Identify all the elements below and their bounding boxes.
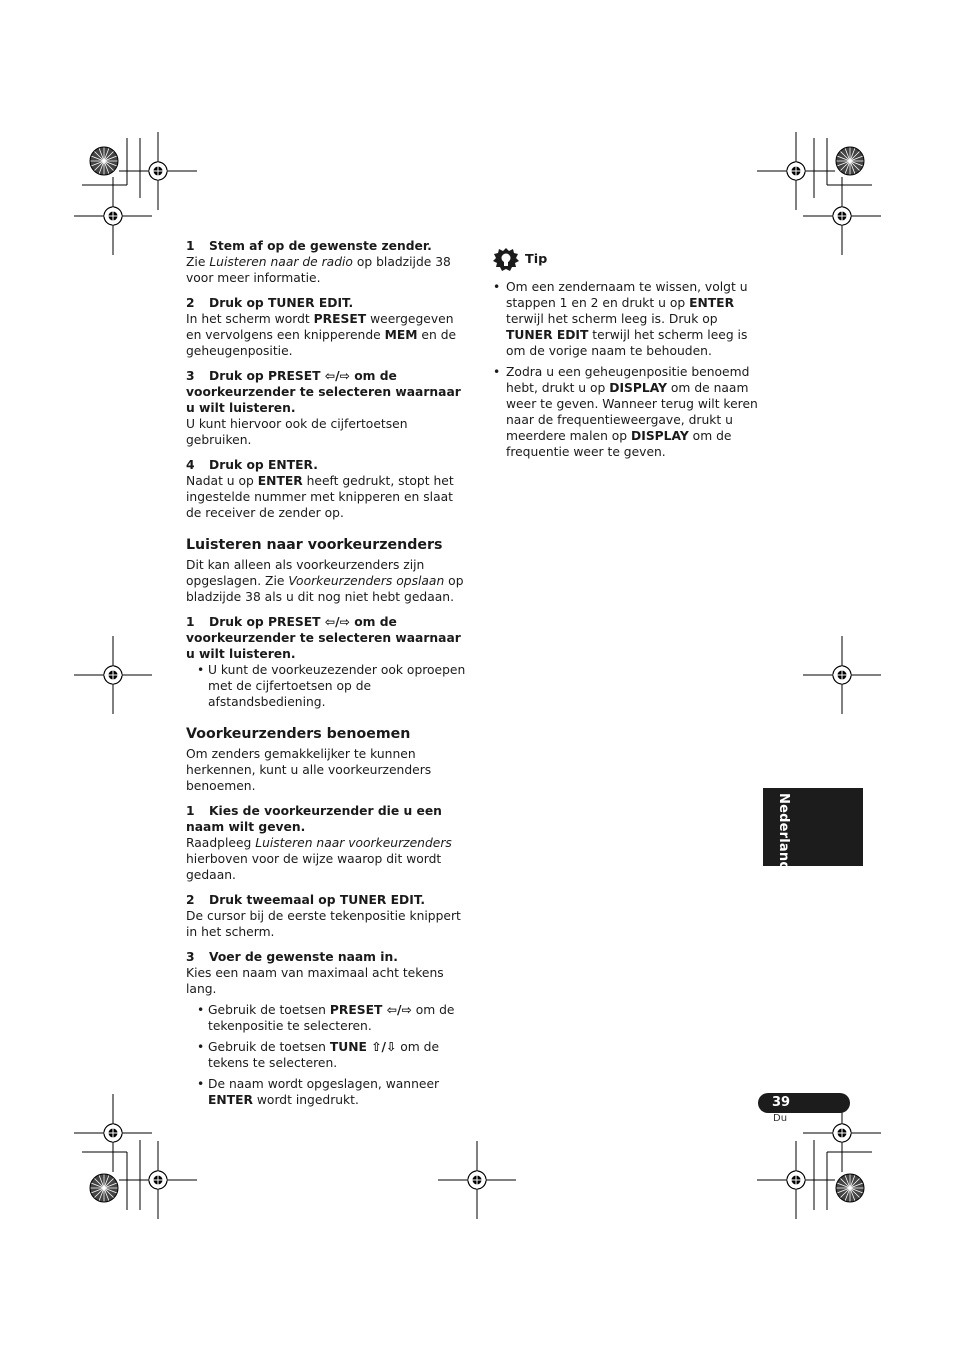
- cross-reference: Luisteren naar voorkeurzenders: [255, 836, 452, 850]
- crosshair-right-upper: [803, 177, 881, 255]
- step-body: In het scherm wordt PRESET weergegeven en vervolgens een knipperende MEM en de geheugenpositie.: [186, 312, 457, 358]
- step-heading: 4 Druk op ENTER.: [186, 458, 318, 472]
- language-tab-label: Nederlands: [776, 793, 791, 879]
- crosshair-bottom-right: [757, 1141, 835, 1219]
- section-intro: Om zenders gemakkelijker te kunnen herkennen, kunt u alle voorkeurzenders benoemen.: [186, 747, 432, 793]
- crosshair-right-middle: [803, 636, 881, 714]
- step-heading: 2 Druk op TUNER EDIT.: [186, 296, 354, 310]
- step-body: Raadpleeg Luisteren naar voorkeurzenders hierboven voor de wijze waarop dit wordt gedaan.: [186, 836, 452, 882]
- step-heading: 1 Druk op PRESET ⇦/⇨ om de voorkeurzender te selecteren waarnaar u wilt luisteren.: [186, 615, 461, 661]
- step-heading: 3 Voer de gewenste naam in.: [186, 950, 398, 964]
- tip-bullet: • Om een zendernaam te wissen, volgt u stappen 1 en 2 en drukt u op ENTER terwijl het scherm leeg is. Druk op TUNER EDIT terwijl het scherm leeg is om de vorige naam te behouden.: [493, 279, 765, 359]
- step-heading: 1 Kies de voorkeurzender die u een naam wilt geven.: [186, 804, 442, 834]
- step-body: Kies een naam van maximaal acht tekens lang.: [186, 966, 444, 996]
- page-number: 39: [772, 1095, 791, 1110]
- crosshair-bottom-center: [438, 1141, 516, 1219]
- step-body: Nadat u op ENTER heeft gedrukt, stopt het ingestelde nummer met knipperen en slaat de receiver de zender op.: [186, 474, 454, 520]
- bullet-item: • Gebruik de toetsen TUNE ⇧/⇩ om de tekens te selecteren.: [186, 1039, 468, 1071]
- star-target-bottom-left: [90, 1174, 118, 1202]
- step-heading: 2 Druk tweemaal op TUNER EDIT.: [186, 893, 426, 907]
- tip-bullet: • Zodra u een geheugenpositie benoemd hebt, drukt u op DISPLAY om de naam weer te geven. Wanneer terug wilt keren naar de frequentieweergave, drukt u meerdere malen op DISPLAY om de frequentie weer te geven.: [493, 364, 765, 460]
- lightbulb-icon: [493, 248, 519, 272]
- bullet-item: • U kunt de voorkeuzezender ook oproepen met de cijfertoetsen op de afstandsbediening.: [186, 662, 468, 710]
- left-column: [186, 238, 468, 1108]
- step-body: Zie Luisteren naar de radio op bladzijde 38 voor meer informatie.: [186, 255, 451, 285]
- crosshair-bottom-left: [119, 1141, 197, 1219]
- star-target-top-left: [90, 147, 118, 175]
- cross-reference: Luisteren naar de radio: [209, 255, 353, 269]
- step-heading: 3 Druk op PRESET ⇦/⇨ om de voorkeurzender te selecteren waarnaar u wilt luisteren.: [186, 369, 461, 415]
- crosshair-top-right: [757, 132, 835, 210]
- section-intro: Dit kan alleen als voorkeurzenders zijn opgeslagen. Zie Voorkeurzenders opslaan op bladzijde 38 als u dit nog niet hebt gedaan.: [186, 558, 464, 604]
- step-body: U kunt hiervoor ook de cijfertoetsen gebruiken.: [186, 417, 408, 447]
- tip-heading: Tip: [493, 248, 765, 272]
- star-target-bottom-right: [836, 1174, 864, 1202]
- bullet-item: • De naam wordt opgeslagen, wanneer ENTER wordt ingedrukt.: [186, 1076, 468, 1108]
- crosshair-left-middle: [74, 636, 152, 714]
- cross-reference: Voorkeurzenders opslaan: [288, 574, 445, 588]
- bullet-item: • Gebruik de toetsen PRESET ⇦/⇨ om de tekenpositie te selecteren.: [186, 1002, 468, 1034]
- section-heading-naming-presets: Voorkeurzenders benoemen: [186, 726, 411, 742]
- star-target-top-right: [836, 147, 864, 175]
- page-language-code: Du: [773, 1113, 788, 1124]
- tip-box: [493, 248, 765, 460]
- section-heading-listening-presets: Luisteren naar voorkeurzenders: [186, 537, 443, 553]
- step-heading: 1 Stem af op de gewenste zender.: [186, 239, 432, 253]
- crosshair-top-left: [119, 132, 197, 210]
- step-body: De cursor bij de eerste tekenpositie knippert in het scherm.: [186, 909, 461, 939]
